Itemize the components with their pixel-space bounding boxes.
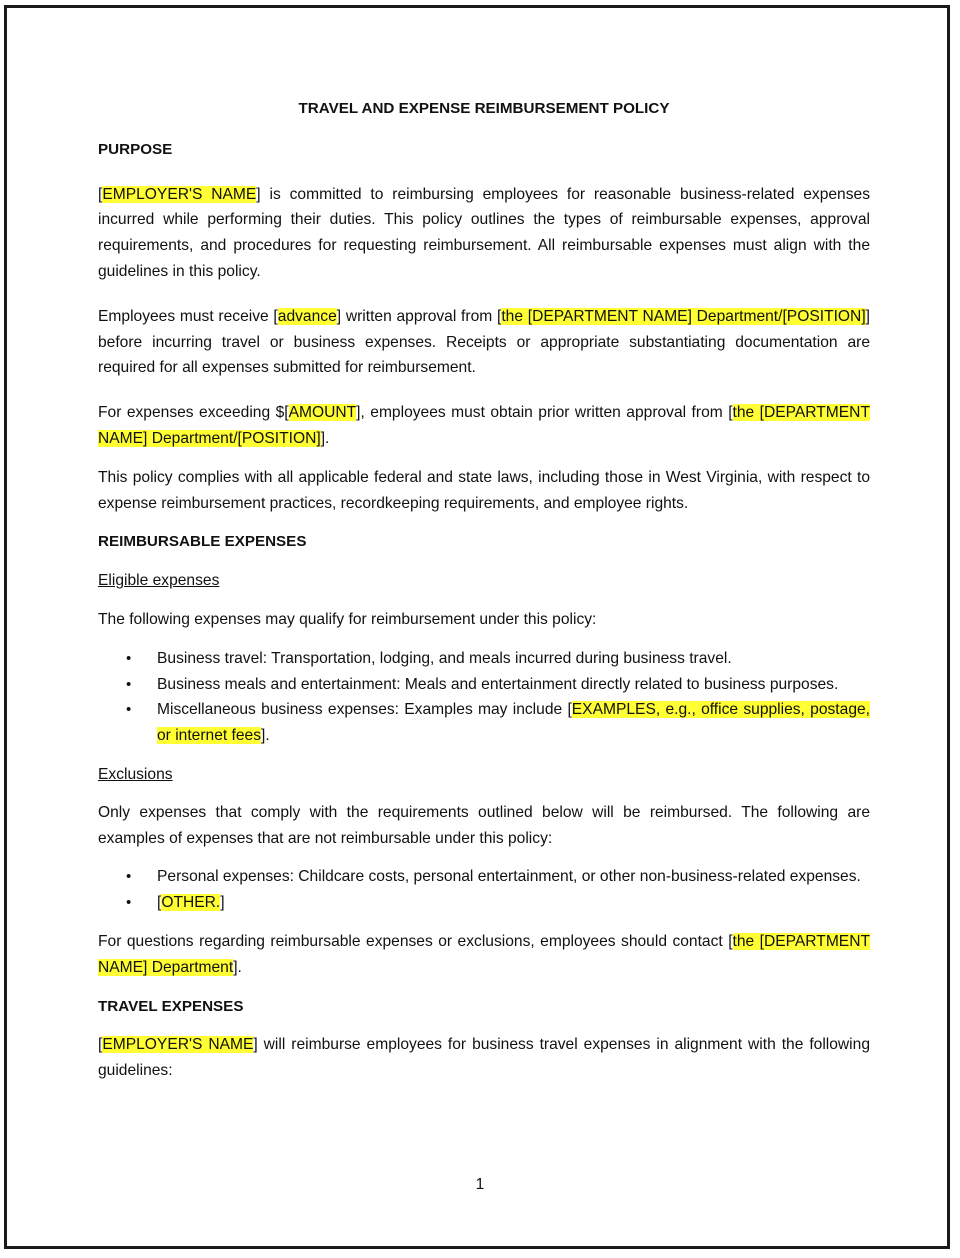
- examples-placeholder: EXAMPLES, e.g., office supplies, postage, or internet fees: [157, 701, 870, 745]
- purpose-heading: PURPOSE: [98, 140, 173, 158]
- exclusions-list: [98, 864, 870, 916]
- document-body: [98, 96, 870, 1084]
- other-placeholder: OTHER.: [161, 894, 221, 912]
- advance-placeholder: advance: [277, 307, 337, 325]
- bullet-icon: •: [126, 894, 132, 912]
- document-title: TRAVEL AND EXPENSE REIMBURSEMENT POLICY: [298, 100, 670, 117]
- list-item: • Personal expenses: Childcare costs, personal entertainment, or other non-business-related expenses.: [157, 864, 870, 890]
- eligible-intro: The following expenses may qualify for reimbursement under this policy:: [98, 610, 597, 628]
- department-position-placeholder: the [DEPARTMENT NAME] Department/[POSITION]: [501, 307, 866, 325]
- bullet-icon: •: [126, 649, 132, 667]
- employer-name-placeholder: EMPLOYER'S NAME: [102, 1036, 254, 1054]
- purpose-paragraph-1: [EMPLOYER'S NAME] is committed to reimbursing employees for reasonable business-related expenses incurred while performing their duties. This policy outlines the types of reimbursable expenses, approval requirements, and procedures for requesting reimbursement. All reimbursable expenses must align with the guidelines in this policy.: [98, 185, 870, 280]
- bullet-icon: •: [126, 868, 132, 886]
- exclusions-subheading: Exclusions: [98, 765, 173, 783]
- department-position-placeholder: the [DEPARTMENT NAME] Department/[POSITION]: [98, 404, 870, 447]
- document-page: [4, 5, 950, 1249]
- amount-placeholder: AMOUNT: [288, 404, 357, 422]
- department-placeholder: the [DEPARTMENT NAME] Department: [98, 932, 870, 976]
- eligible-expenses-subheading: Eligible expenses: [98, 572, 220, 590]
- reimbursable-expenses-heading: REIMBURSABLE EXPENSES: [98, 533, 307, 551]
- page-number: 1: [475, 1176, 485, 1193]
- list-item: • [OTHER.]: [157, 890, 870, 916]
- purpose-paragraph-2: Employees must receive [advance] written approval from [the [DEPARTMENT NAME] Department/[POSITION]] before incurring travel or business expenses. Receipts or appropriate substantiating documentation are required for all expenses submitted for reimbursement.: [98, 307, 870, 377]
- list-item: • Miscellaneous business expenses: Examples may include [EXAMPLES, e.g., office supplies, postage, or internet fees].: [157, 697, 870, 749]
- bullet-icon: •: [126, 701, 132, 719]
- list-item: • Business travel: Transportation, lodging, and meals incurred during business travel.: [157, 646, 870, 672]
- list-item: • Business meals and entertainment: Meals and entertainment directly related to business purposes.: [157, 672, 870, 698]
- exclusions-intro: Only expenses that comply with the requirements outlined below will be reimbursed. The following are examples of expenses that are not reimbursable under this policy:: [98, 803, 870, 847]
- eligible-expenses-list: [98, 646, 870, 749]
- travel-expenses-heading: TRAVEL EXPENSES: [98, 997, 244, 1015]
- contact-paragraph: For questions regarding reimbursable expenses or exclusions, employees should contact [the [DEPARTMENT NAME] Department].: [98, 932, 870, 976]
- travel-paragraph-1: [EMPLOYER'S NAME] will reimburse employees for business travel expenses in alignment with the following guidelines:: [98, 1036, 870, 1080]
- purpose-paragraph-3: For expenses exceeding $[AMOUNT], employees must obtain prior written approval from [the [DEPARTMENT NAME] Department/[POSITION]].: [98, 404, 870, 447]
- purpose-paragraph-4: This policy complies with all applicable federal and state laws, including those in West Virginia, with respect to expense reimbursement practices, recordkeeping requirements, and employee rights.: [98, 468, 870, 512]
- bullet-icon: •: [126, 675, 132, 693]
- employer-name-placeholder: EMPLOYER'S NAME: [102, 185, 257, 203]
